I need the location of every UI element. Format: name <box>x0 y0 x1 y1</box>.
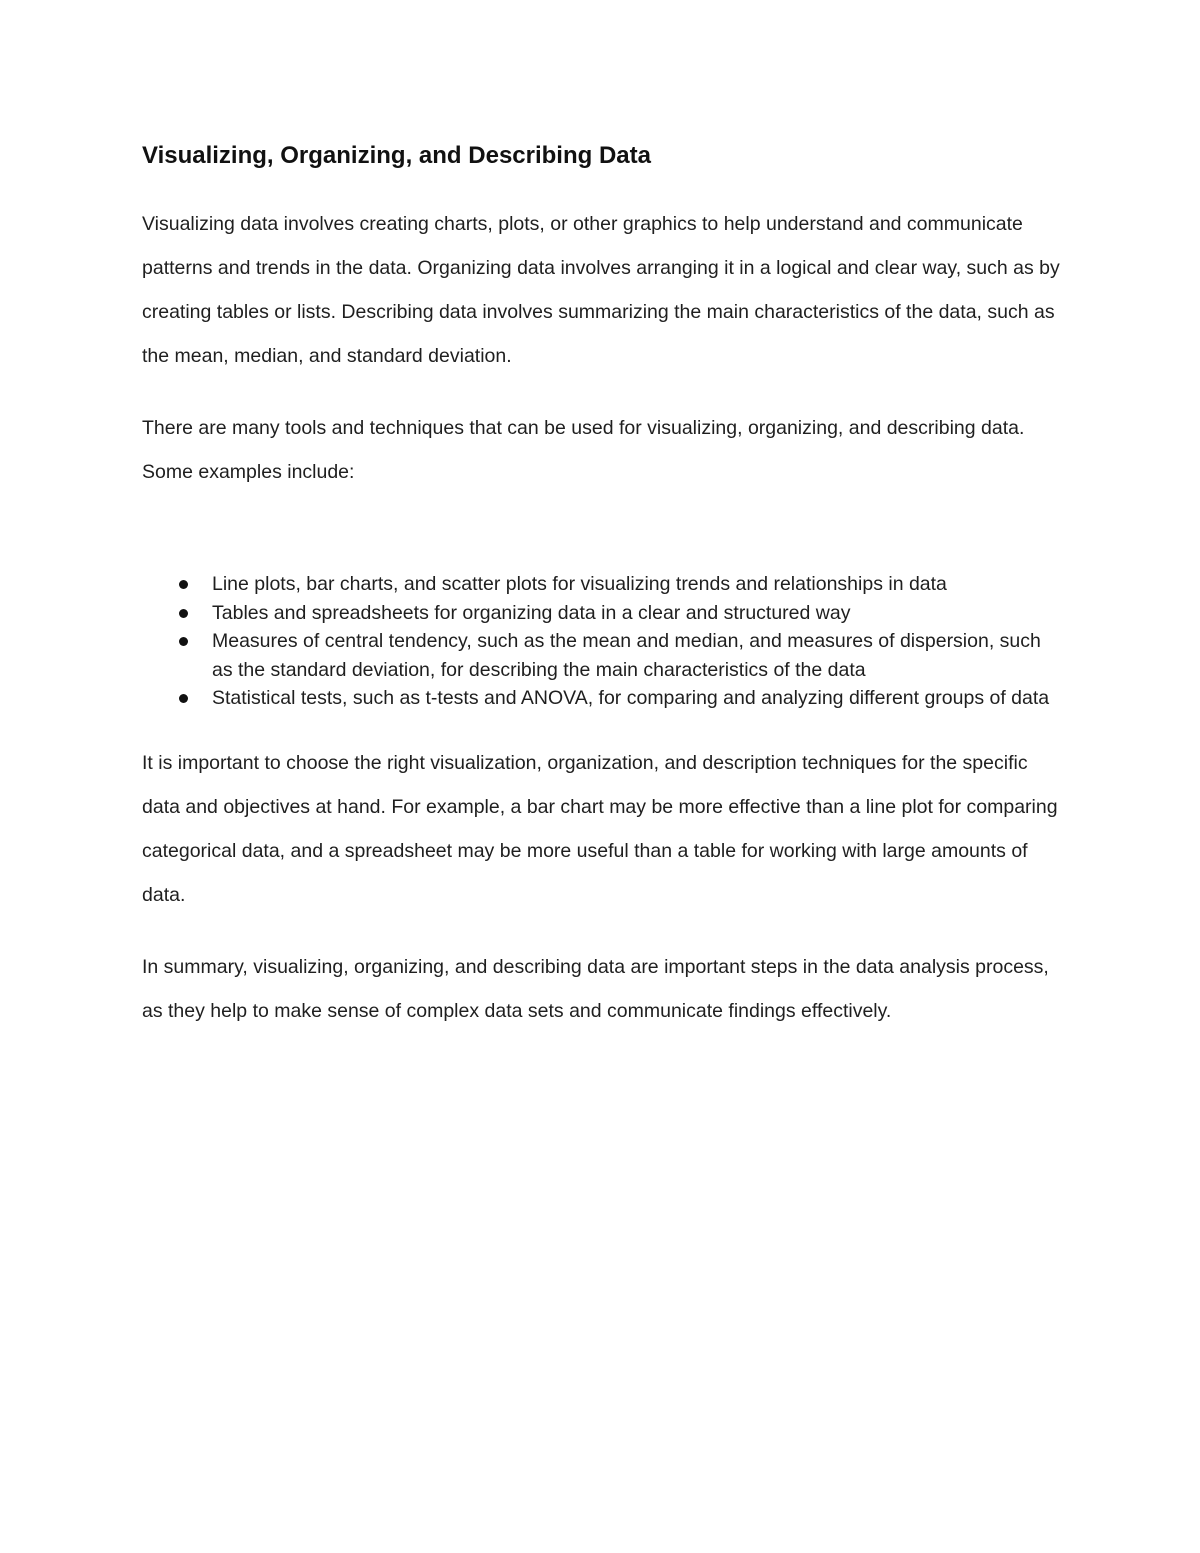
intro-paragraph: Visualizing data involves creating charts, plots, or other graphics to help understand and communicate patterns and trends in the data. Organizing data involves arranging it in a logical and clear way, such as by creating tables or lists. Describing data involves summarizing the main characteristics of the data, such as the mean, median, and standard deviation. <box>142 213 1060 367</box>
list-item-text: Line plots, bar charts, and scatter plots for visualizing trends and relationships in data <box>212 573 947 595</box>
list-item-text: Statistical tests, such as t-tests and ANOVA, for comparing and analyzing different groups of data <box>212 687 1050 709</box>
document-body <box>142 138 1062 1033</box>
tools-paragraph: There are many tools and techniques that can be used for visualizing, organizing, and describing data. Some examples include: <box>142 417 1025 483</box>
list-item <box>142 599 1062 628</box>
list-item-text: Tables and spreadsheets for organizing data in a clear and structured way <box>212 601 851 624</box>
list-item <box>142 627 1062 684</box>
bullet-icon <box>179 637 188 646</box>
list-item-text: Measures of central tendency, such as the mean and median, and measures of dispersion, such as the standard deviation, for describing the main characteristics of the data <box>212 630 1041 681</box>
bullet-icon <box>179 694 188 703</box>
list-item <box>142 684 1062 713</box>
bullet-icon <box>179 580 188 589</box>
choice-paragraph: It is important to choose the right visualization, organization, and description techniques for the specific data and objectives at hand. For example, a bar chart may be more effective than a line plot for comparing categorical data, and a spreadsheet may be more useful than a table for working with large amounts of data. <box>142 751 1058 906</box>
summary-paragraph: In summary, visualizing, organizing, and describing data are important steps in the data analysis process, as they help to make sense of complex data sets and communicate findings effectively. <box>142 955 1049 1022</box>
examples-list <box>142 570 1062 713</box>
list-item <box>142 570 1062 599</box>
bullet-icon <box>179 609 188 618</box>
document-title: Visualizing, Organizing, and Describing Data <box>142 142 651 169</box>
